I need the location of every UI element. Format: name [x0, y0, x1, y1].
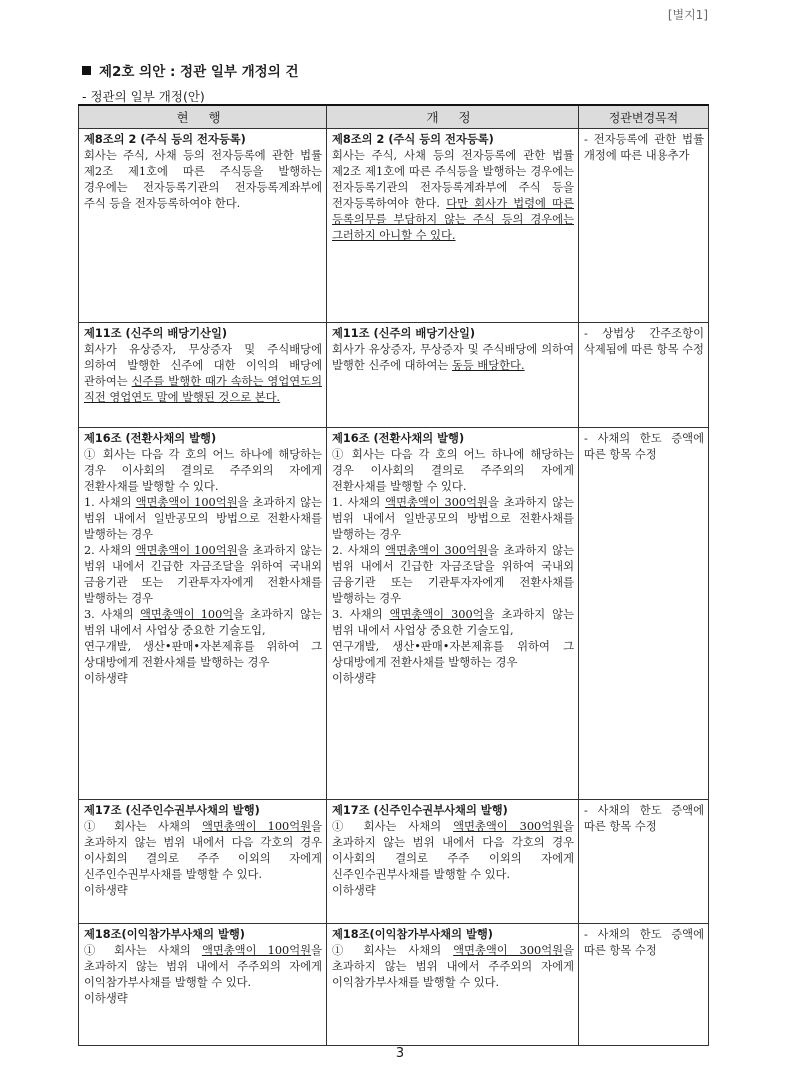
subheading: - 정관의 일부 개정(안) [82, 89, 205, 104]
clause-text: 을 초과하지 않는 범위 내에서 다음 각호의 경우 이사회의 결의로 주주 이외의 자에게 신주인수권부사채를 발행할 수 있다. [332, 820, 574, 881]
cell-current [79, 924, 327, 1046]
table-row [79, 800, 709, 924]
amended-text: 액면총액이 300억원 [453, 944, 564, 957]
square-bullet-icon [82, 66, 91, 75]
clause-text: ① 회사는 사채의 [84, 944, 202, 957]
clause-1 [332, 447, 574, 495]
cell-purpose: - 전자등록에 관한 법률 개정에 따른 내용추가 [579, 129, 709, 323]
amended-text: 액면총액이 300억원 [453, 820, 564, 833]
amended-text: 액면총액이 100억 [139, 608, 234, 621]
cell-current [79, 323, 327, 428]
amended-text: 액면총액이 100억원 [135, 544, 238, 557]
article-body: 회사가 유상증자, 무상증자 및 주식배당에 의하여 발행한 신주에 대한 이익의 배당에 관하여는 [84, 343, 322, 388]
cell-purpose: - 상법상 간주조항이 삭제됨에 따른 항목 수정 [579, 323, 709, 428]
item-text: 1. 사채의 [84, 496, 136, 509]
amended-text: 액면총액이 100억원 [201, 944, 312, 957]
item-text: 을 초과하지 않는 범위 내에서 긴급한 자금조달을 위하여 국내외 금융기관 또는 기관투자자에게 전환사채를 발행하는 경우 [332, 544, 574, 605]
agenda-heading [82, 60, 298, 80]
cell-revised [327, 924, 579, 1046]
clause-1 [84, 447, 322, 495]
article-title: 제8조의 2 (주식 등의 전자등록) [84, 133, 246, 146]
clause-text: ① 회사는 사채의 [332, 944, 454, 957]
clause-text: ① 회사는 사채의 [332, 820, 454, 833]
cell-current [79, 129, 327, 323]
article-title: 제11조 (신주의 배당기산일) [332, 327, 476, 340]
article-title: 제11조 (신주의 배당기산일) [84, 327, 228, 340]
cell-revised [327, 323, 579, 428]
article-body [84, 819, 322, 883]
article-body [84, 943, 322, 991]
article-title: 제17조 (신주인수권부사채의 발행) [332, 804, 508, 817]
header-revised: 개 정 [327, 105, 579, 129]
clause-text: ① 회사는 사채의 [84, 820, 202, 833]
clause-text: ① 회사는 다음 각 호의 어느 하나에 해당하는 경우 이사회의 결의로 주주외의 자에게 전환사채를 발행할 수 있다. [84, 448, 322, 493]
item-text: 연구개발, 생산•판매•자본제휴를 위하여 그 상대방에게 전환사채를 발행하는 경우 [332, 640, 574, 669]
item-2 [332, 543, 574, 607]
item-text: 을 초과하지 않는 범위 내에서 긴급한 자금조달을 위하여 국내외 금융기관 또는 기관투자자에게 전환사채를 발행하는 경우 [84, 544, 323, 605]
clause-text: ① 회사는 다음 각 호의 어느 하나에 해당하는 경우 이사회의 결의로 주주외의 자에게 전환사채를 발행할 수 있다. [332, 448, 574, 493]
cell-revised [327, 129, 579, 323]
item-text: 3. 사채의 [84, 608, 140, 621]
amended-text: 액면총액이 300억원 [385, 496, 488, 509]
item-3 [332, 607, 574, 639]
clause-text: 을 초과하지 않는 범위 내에서 다음 각호의 경우 이사회의 결의로 주주 이외의 자에게 신주인수권부사채를 발행할 수 있다. [84, 820, 322, 881]
amended-text: 액면총액이 300억원 [385, 544, 488, 557]
item-text: 을 초과하지 않는 범위 내에서 일반공모의 방법으로 전환사채를 발행하는 경우 [84, 496, 323, 541]
cell-current [79, 428, 327, 800]
item-text: 연구개발, 생산•판매•자본제휴를 위하여 그 상대방에게 전환사채를 발행하는 경우 [84, 640, 322, 669]
clause-text: 을 초과하지 않는 범위 내에서 주주외의 자에게 이익참가부사채를 발행할 수 있다. [84, 944, 322, 989]
agenda-heading-text: 제2호 의안 : 정관 일부 개정의 건 [99, 64, 299, 80]
omission-note [332, 671, 574, 687]
item-2 [84, 543, 322, 607]
article-title: 제18조(이익참가부사채의 발행) [332, 928, 493, 941]
item-3 [84, 607, 322, 639]
item-text: 이하생략 [332, 672, 376, 685]
amended-text: 액면총액이 100억원 [135, 496, 238, 509]
item-text: 을 초과하지 않는 범위 내에서 사업상 중요한 기술도입, [332, 608, 574, 637]
cell-revised [327, 428, 579, 800]
cell-purpose: - 사채의 한도 증액에 따른 항목 수정 [579, 924, 709, 1046]
omission-note [84, 671, 322, 687]
table-header-row [79, 105, 709, 129]
item-text: 2. 사채의 [332, 544, 386, 557]
cell-purpose: - 사채의 한도 증액에 따른 항목 수정 [579, 428, 709, 800]
amended-text: 신주를 발행한 때가 속하는 영업연도의 직전 영업연도 말에 발행된 것으로 본다. [84, 375, 322, 404]
item-3-cont [84, 639, 322, 671]
article-body: 회사가 유상증자, 무상증자 및 주식배당에 의하여 발행한 신주에 대하여는 [332, 343, 574, 372]
header-current: 현 행 [79, 105, 327, 129]
article-title: 제8조의 2 (주식 등의 전자등록) [332, 133, 494, 146]
article-body [332, 819, 574, 883]
article-title: 제16조 (전환사채의 발행) [84, 432, 217, 445]
cell-revised [327, 800, 579, 924]
cell-current [79, 800, 327, 924]
item-text: 2. 사채의 [84, 544, 136, 557]
item-text: 을 초과하지 않는 범위 내에서 사업상 중요한 기술도입, [84, 608, 322, 637]
item-3-cont [332, 639, 574, 671]
item-text: 이하생략 [84, 672, 128, 685]
item-text: 3. 사채의 [332, 608, 390, 621]
article-title: 제17조 (신주인수권부사채의 발행) [84, 804, 260, 817]
amended-text: 다만 회사가 법령에 따른 등록의무를 부담하지 않는 주식 등의 경우에는 그러하지 아니할 수 있다. [332, 197, 574, 242]
omission-note: 이하생략 [84, 884, 128, 897]
cell-purpose: - 사채의 한도 증액에 따른 항목 수정 [579, 800, 709, 924]
article-body: 회사는 주식, 사채 등의 전자등록에 관한 법률 제2조 제1호에 따른 주식등을 발행하는 경우에는 전자등록기관의 전자등록계좌부에 주식 등을 전자등록하여야 한다. [84, 149, 322, 210]
page-number: 3 [395, 1046, 405, 1061]
item-1 [84, 495, 322, 543]
omission-note: 이하생략 [332, 884, 376, 897]
amended-text: 액면총액이 100억원 [201, 820, 312, 833]
article-body [332, 943, 574, 991]
omission-note: 이하생략 [84, 992, 128, 1005]
table-row [79, 924, 709, 1046]
item-1 [332, 495, 574, 543]
table-row [79, 428, 709, 800]
amended-text: 액면총액이 300억 [389, 608, 484, 621]
clause-text: 을 초과하지 않는 범위 내에서 주주외의 자에게 이익참가부사채를 발행할 수 있다. [332, 944, 574, 989]
item-text: 1. 사채의 [332, 496, 386, 509]
amendment-table [78, 104, 709, 1046]
header-purpose: 정관변경목적 [579, 105, 709, 129]
amended-text: 동등 배당한다. [451, 359, 525, 372]
item-text: 을 초과하지 않는 범위 내에서 일반공모의 방법으로 전환사채를 발행하는 경우 [332, 496, 574, 541]
article-title: 제18조(이익참가부사채의 발행) [84, 928, 245, 941]
article-body: 회사는 주식, 사채 등의 전자등록에 관한 법률 제2조 제1호에 따른 주식등을 발행하는 경우에는 전자등록기관의 전자등록계좌부에 주식 등을 전자등록하여야 한다. [332, 149, 574, 210]
table-row [79, 323, 709, 428]
article-title: 제16조 (전환사채의 발행) [332, 432, 465, 445]
table-row [79, 129, 709, 323]
annex-label: [별지1] [667, 8, 708, 22]
